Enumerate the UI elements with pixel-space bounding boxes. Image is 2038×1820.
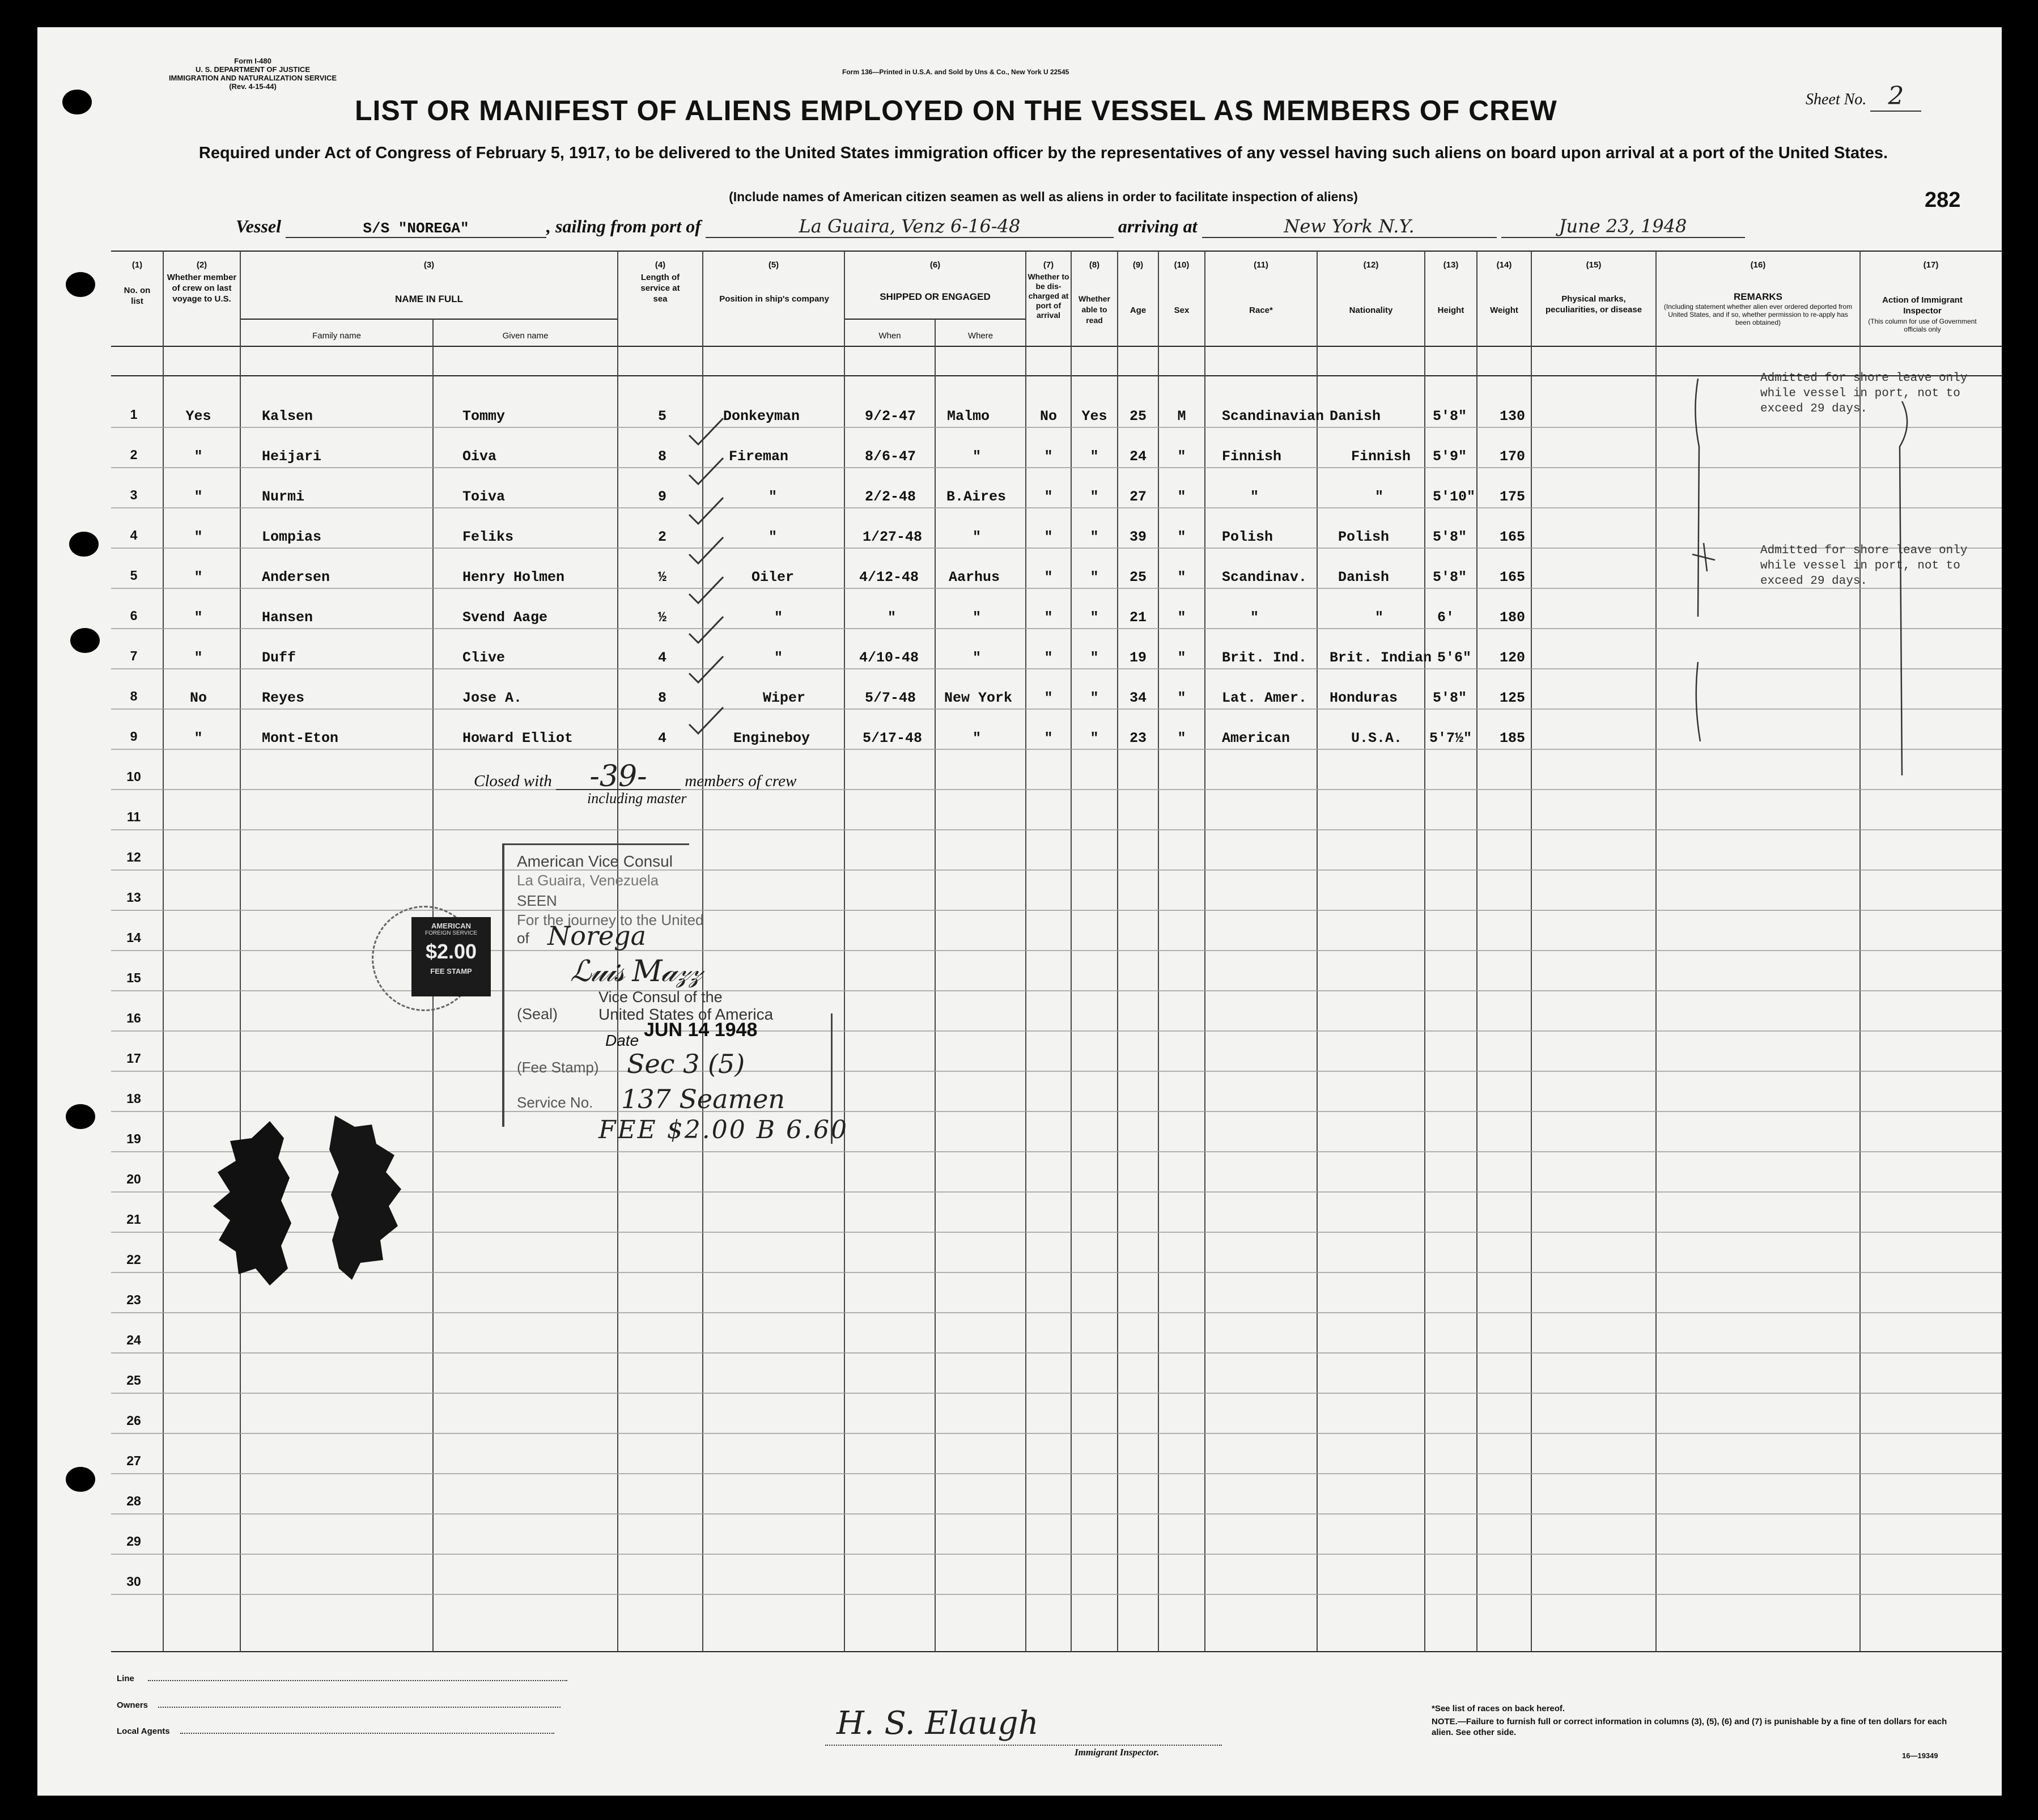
length-of-service: ½ <box>658 569 667 586</box>
embossed-seal <box>190 1104 451 1308</box>
shipped-when: 4/12-48 <box>859 569 919 586</box>
row-number: 5 <box>130 568 138 583</box>
col-no-on-list: No. on list <box>124 286 151 306</box>
height: 5'8" <box>1433 529 1467 545</box>
position: Oiler <box>751 569 795 586</box>
row-number: 8 <box>130 689 138 703</box>
nationality: Danish <box>1330 408 1381 425</box>
height: 6' <box>1437 609 1455 626</box>
nationality: Brit. Indian <box>1330 650 1432 666</box>
race: Lat. Amer. <box>1222 690 1307 706</box>
length-of-service: 5 <box>658 408 667 425</box>
position: " <box>769 489 778 505</box>
sheet-label: Sheet No. <box>1806 91 1867 108</box>
stamp-amount: $2.00 <box>425 940 477 963</box>
sex: " <box>1177 489 1186 505</box>
member-last-voyage: " <box>194 730 203 746</box>
col-physical-marks: Physical marks, peculiarities, or disease <box>1545 294 1642 315</box>
age: 39 <box>1129 529 1147 545</box>
nationality: Honduras <box>1330 690 1398 706</box>
col-name-in-full: NAME IN FULL <box>395 294 463 304</box>
col-num: (5) <box>768 260 779 270</box>
fee-line: FEE $2.00 B 6.60 <box>598 1115 848 1144</box>
row-number: 27 <box>126 1453 141 1468</box>
able-to-read: " <box>1090 609 1099 626</box>
race: Scandinavian <box>1222 408 1324 425</box>
shipped-where: " <box>973 730 982 746</box>
consul-line: American Vice Consul <box>517 852 673 870</box>
weight: 175 <box>1500 489 1526 505</box>
shipped-where: " <box>973 650 982 666</box>
col-num: (12) <box>1363 260 1379 270</box>
row-number: 25 <box>126 1373 141 1388</box>
able-to-read: " <box>1090 690 1099 706</box>
closed-label: Closed with <box>474 772 552 790</box>
height: 5'7½" <box>1429 730 1472 746</box>
shipped-where: Malmo <box>947 408 990 425</box>
sailing-label: , sailing from port of <box>546 216 701 236</box>
length-of-service: 8 <box>658 690 667 706</box>
sheet-number: 2 <box>1870 82 1921 112</box>
sex: " <box>1177 529 1186 545</box>
col-race: Race* <box>1249 306 1273 315</box>
col-num: (2) <box>196 260 207 270</box>
row-number: 7 <box>130 648 138 663</box>
col-num: (13) <box>1443 260 1459 270</box>
age: 24 <box>1129 448 1147 465</box>
able-to-read: " <box>1090 489 1099 505</box>
shipped-when: " <box>888 609 897 626</box>
row-number: 20 <box>126 1172 141 1186</box>
race: Polish <box>1222 529 1273 545</box>
shipped-where: " <box>973 529 982 545</box>
col-num: (11) <box>1254 260 1268 270</box>
nationality: " <box>1375 489 1384 505</box>
discharged: " <box>1044 448 1053 465</box>
nationality: U.S.A. <box>1351 730 1403 746</box>
age: 25 <box>1129 408 1147 425</box>
col-num: (15) <box>1586 260 1602 270</box>
department: U. S. DEPARTMENT OF JUSTICE <box>196 65 310 74</box>
form-number: Form I-480 <box>234 57 271 65</box>
race: Scandinav. <box>1222 569 1307 586</box>
closed-with-block <box>474 760 797 794</box>
consul-line: SEEN <box>517 892 557 909</box>
arrival-date: June 23, 1948 <box>1501 215 1745 238</box>
check-marks <box>678 390 740 741</box>
able-to-read: " <box>1090 569 1099 586</box>
row-number: 28 <box>126 1494 141 1508</box>
length-of-service: 4 <box>658 730 667 746</box>
length-of-service: ½ <box>658 609 667 626</box>
sex: " <box>1177 569 1186 586</box>
consul-stamp <box>502 843 871 1144</box>
race: " <box>1250 489 1259 505</box>
age: 21 <box>1129 609 1147 626</box>
weight: 185 <box>1500 730 1526 746</box>
consul-signature-text: ℒ𝓊𝒾𝓈 𝑀𝒶𝓏𝓏 <box>570 954 702 989</box>
length-of-service: 2 <box>658 529 667 545</box>
discharged: " <box>1044 690 1053 706</box>
footer-owners-label <box>117 1700 561 1710</box>
sailing-port: La Guaira, Venz 6-16-48 <box>706 215 1114 238</box>
col-num: (8) <box>1089 260 1100 270</box>
col-remarks-sub: (Including statement whether alien ever ordered deported from United States, and if so, whether permission to re-apply has been obtained) <box>1663 303 1853 326</box>
height: 5'8" <box>1433 408 1467 425</box>
family-name: Hansen <box>262 609 313 626</box>
shipped-when: 4/10-48 <box>859 650 919 666</box>
footer-line-label <box>117 1674 567 1683</box>
family-name: Reyes <box>262 690 305 706</box>
stamp-bottom: FEE STAMP <box>430 967 472 975</box>
row-number: 13 <box>126 890 141 905</box>
shipped-when: 8/6-47 <box>865 448 916 465</box>
shipped-where: B.Aires <box>946 489 1007 505</box>
position: Fireman <box>729 448 789 465</box>
col-height: Height <box>1437 306 1464 315</box>
stamp-mid: FOREIGN SERVICE <box>424 930 478 936</box>
row-number: 4 <box>130 528 138 542</box>
col-num: (6) <box>929 260 941 270</box>
row-number: 19 <box>126 1131 141 1146</box>
usa-label: United States of America <box>598 1006 774 1023</box>
inspector-signature: H. S. Elaugh <box>837 1705 1039 1742</box>
member-last-voyage: " <box>194 569 203 586</box>
col-remarks: REMARKS <box>1734 291 1782 302</box>
given-name: Henry Holmen <box>462 569 565 586</box>
row-number: 15 <box>126 970 141 985</box>
service-value: 137 Seamen <box>621 1084 786 1114</box>
discharged: " <box>1044 529 1053 545</box>
position: " <box>774 650 783 666</box>
discharged: " <box>1044 609 1053 626</box>
arriving-port: New York N.Y. <box>1202 215 1497 238</box>
nationality: " <box>1375 609 1384 626</box>
row-number: 1 <box>130 407 138 422</box>
shipped-when: 1/27-48 <box>863 529 923 545</box>
shipped-where: Aarhus <box>949 569 1000 586</box>
arriving-label: arriving at <box>1118 216 1198 236</box>
fee-stamp-value: Sec 3 (5) <box>627 1049 745 1079</box>
penalty-note: NOTE.—Failure to furnish full or correct information in columns (3), (5), (6) and (7) is punishable by a fine of ten dollars for each alien. See other side. <box>1432 1717 1947 1737</box>
height: 5'8" <box>1433 569 1467 586</box>
row-number: 16 <box>126 1011 141 1025</box>
date-label: Date <box>605 1032 639 1049</box>
age: 34 <box>1129 690 1147 706</box>
col-where: Where <box>967 331 993 341</box>
nationality: Polish <box>1338 529 1390 545</box>
race: " <box>1250 609 1259 626</box>
given-name: Oiva <box>462 448 497 465</box>
page-number: 282 <box>1925 188 1961 212</box>
member-last-voyage: " <box>194 448 203 465</box>
sex: M <box>1177 408 1186 425</box>
sex: " <box>1177 650 1186 666</box>
given-name: Feliks <box>462 529 514 545</box>
manifest-sheet <box>37 27 2002 1796</box>
service-name: IMMIGRATION AND NATURALIZATION SERVICE <box>168 74 337 82</box>
discharged: " <box>1044 489 1053 505</box>
row-number: 17 <box>126 1051 141 1066</box>
col-nationality: Nationality <box>1349 306 1393 315</box>
revision: (Rev. 4-15-44) <box>229 82 277 91</box>
form-title: LIST OR MANIFEST OF ALIENS EMPLOYED ON THE VESSEL AS MEMBERS OF CREW <box>355 95 1557 126</box>
nationality: Danish <box>1338 569 1390 586</box>
shipped-where: " <box>973 609 982 626</box>
given-name: Clive <box>462 650 506 666</box>
col-weight: Weight <box>1490 306 1518 315</box>
weight: 130 <box>1500 408 1526 425</box>
age: 23 <box>1129 730 1147 746</box>
col-shipped-engaged: SHIPPED OR ENGAGED <box>880 291 991 302</box>
row-number: 6 <box>130 608 138 623</box>
row-number: 14 <box>126 930 141 945</box>
discharged: No <box>1039 408 1058 425</box>
remarks-pen-marks <box>1653 367 1936 798</box>
race: American <box>1222 730 1290 746</box>
row-number: 26 <box>126 1413 141 1428</box>
col-family-name: Family name <box>312 331 361 341</box>
fee-stamp-image <box>366 894 508 1019</box>
row-number: 11 <box>126 809 141 824</box>
shipped-when: 9/2-47 <box>865 408 916 425</box>
able-to-read: " <box>1090 529 1099 545</box>
family-name: Lompias <box>262 529 322 545</box>
member-last-voyage: " <box>194 650 203 666</box>
race: Brit. Ind. <box>1222 650 1307 666</box>
row-number: 3 <box>130 487 138 502</box>
given-name: Howard Elliot <box>462 730 574 746</box>
row-number: 23 <box>126 1292 141 1307</box>
col-when: When <box>878 331 901 341</box>
shipped-when: 5/17-48 <box>863 730 923 746</box>
including-master: including master <box>587 790 687 807</box>
discharged: " <box>1044 650 1053 666</box>
members-label: members of crew <box>685 772 797 790</box>
height: 5'6" <box>1437 650 1472 666</box>
seal-label: (Seal) <box>517 1006 558 1023</box>
revenue-stamp <box>411 917 491 996</box>
service-label: Service No. <box>517 1094 593 1111</box>
weight: 180 <box>1500 609 1526 626</box>
vice-consul-label: Vice Consul of the <box>598 989 723 1006</box>
member-last-voyage: No <box>189 690 207 706</box>
able-to-read: " <box>1090 448 1099 465</box>
row-number: 10 <box>126 769 141 784</box>
consul-line: of <box>517 930 529 947</box>
col-num: (9) <box>1132 260 1144 270</box>
consul-line: For the journey to the United <box>517 911 704 928</box>
remarks-entry: Admitted for shore leave only while vessel in port, not to exceed 29 days. <box>1760 372 1968 415</box>
col-given-name: Given name <box>502 331 549 341</box>
row-number: 21 <box>126 1212 141 1227</box>
weight: 170 <box>1500 448 1526 465</box>
discharged: " <box>1044 569 1053 586</box>
family-name: Nurmi <box>262 489 305 505</box>
age: 19 <box>1129 650 1147 666</box>
col-sex: Sex <box>1174 306 1190 315</box>
sex: " <box>1177 690 1186 706</box>
shipped-when: 2/2-48 <box>865 489 916 505</box>
col-num: (7) <box>1043 260 1054 270</box>
row-number: 18 <box>126 1091 141 1106</box>
height: 5'10" <box>1433 489 1476 505</box>
include-note: (Include names of American citizen seamen as well as aliens in order to facilitate inspection of aliens) <box>729 189 1358 204</box>
position: " <box>774 609 783 626</box>
stamp-top: AMERICAN <box>431 922 472 930</box>
vessel-label: Vessel <box>236 216 281 236</box>
row-number: 29 <box>126 1534 141 1549</box>
member-last-voyage: " <box>194 529 203 545</box>
shipped-when: 5/7-48 <box>865 690 916 706</box>
local-agents-label: Local Agents <box>117 1726 170 1736</box>
weight: 120 <box>1500 650 1526 666</box>
col-num: (4) <box>655 260 666 270</box>
length-of-service: 9 <box>658 489 667 505</box>
discharged: " <box>1044 730 1053 746</box>
col-position: Position in ship's company <box>719 294 829 304</box>
nationality: Finnish <box>1351 448 1411 465</box>
row-number: 2 <box>130 447 138 462</box>
fee-stamp-label: (Fee Stamp) <box>517 1059 599 1076</box>
col-age: Age <box>1130 306 1147 315</box>
shipped-where: New York <box>944 690 1013 706</box>
family-name: Andersen <box>262 569 330 586</box>
row-number: 9 <box>130 729 138 744</box>
shipped-where: " <box>973 448 982 465</box>
weight: 125 <box>1500 690 1526 706</box>
family-name: Duff <box>262 650 296 666</box>
family-name: Heijari <box>262 448 322 465</box>
col-member-last-voyage: Whether member of crew on last voyage to U.S. <box>167 273 237 304</box>
row-number: 22 <box>126 1252 141 1267</box>
form-subtitle: Required under Act of Congress of February 5, 1917, to be delivered to the United States immigration officer by the representatives of any vessel having such aliens on board upon arrival at a port of the United States. <box>198 144 1888 162</box>
remarks-entry: Admitted for shore leave only while vessel in port, not to exceed 29 days. <box>1760 544 1968 588</box>
col-num: (14) <box>1496 260 1512 270</box>
sex: " <box>1177 609 1186 626</box>
race-note: *See list of races on back hereof. <box>1432 1704 1565 1713</box>
col-num: (3) <box>423 260 435 270</box>
member-last-voyage: " <box>194 609 203 626</box>
col-num: (1) <box>131 260 143 270</box>
height: 5'8" <box>1433 690 1467 706</box>
owners-label: Owners <box>117 1700 148 1710</box>
race: Finnish <box>1222 448 1282 465</box>
sex: " <box>1177 730 1186 746</box>
age: 27 <box>1129 489 1147 505</box>
consul-line: La Guaira, Venezuela <box>517 872 659 889</box>
given-name: Jose A. <box>462 690 523 706</box>
form-code: 16—19349 <box>1902 1751 1938 1760</box>
row-number: 30 <box>126 1574 141 1589</box>
weight: 165 <box>1500 569 1526 586</box>
able-to-read: Yes <box>1081 408 1107 425</box>
sex: " <box>1177 448 1186 465</box>
footer-agents-label <box>117 1726 554 1736</box>
col-num: (16) <box>1750 260 1766 270</box>
given-name: Tommy <box>462 408 506 425</box>
weight: 165 <box>1500 529 1526 545</box>
inspector-label: Immigrant Inspector. <box>1075 1747 1160 1758</box>
date-value: JUN 14 1948 <box>644 1019 758 1041</box>
crew-count: -39- <box>556 764 681 790</box>
member-last-voyage: " <box>194 489 203 505</box>
col-num: (10) <box>1174 260 1190 270</box>
row-number: 24 <box>126 1333 141 1347</box>
col-action-sub: (This column for use of Government officials only <box>1868 317 1977 333</box>
col-num: (17) <box>1923 260 1939 270</box>
col-able-read: Whether able to read <box>1079 294 1110 325</box>
printer-line: Form 136—Printed in U.S.A. and Sold by Uns & Co., New York U 22545 <box>842 68 1069 76</box>
position: Wiper <box>763 690 806 706</box>
able-to-read: " <box>1090 650 1099 666</box>
family-name: Mont-Eton <box>262 730 339 746</box>
vessel-handwritten: Norega <box>547 920 647 951</box>
family-name: Kalsen <box>262 408 313 425</box>
given-name: Svend Aage <box>462 609 548 626</box>
position: Donkeyman <box>723 408 800 425</box>
member-last-voyage: Yes <box>185 408 211 425</box>
given-name: Toiva <box>462 489 506 505</box>
age: 25 <box>1129 569 1147 586</box>
col-action: Action of Immigrant Inspector <box>1882 295 1963 316</box>
row-number: 12 <box>126 850 141 864</box>
vessel-name: S/S "NOREGA" <box>286 220 546 238</box>
position: " <box>769 529 778 545</box>
position: Engineboy <box>733 730 810 746</box>
col-length-service: Length of service at sea <box>640 273 680 304</box>
length-of-service: 4 <box>658 650 667 666</box>
length-of-service: 8 <box>658 448 667 465</box>
line-label: Line <box>117 1674 134 1683</box>
col-discharged: Whether to be dis-charged at port of arrival <box>1028 272 1069 320</box>
able-to-read: " <box>1090 730 1099 746</box>
height: 5'9" <box>1433 448 1467 465</box>
